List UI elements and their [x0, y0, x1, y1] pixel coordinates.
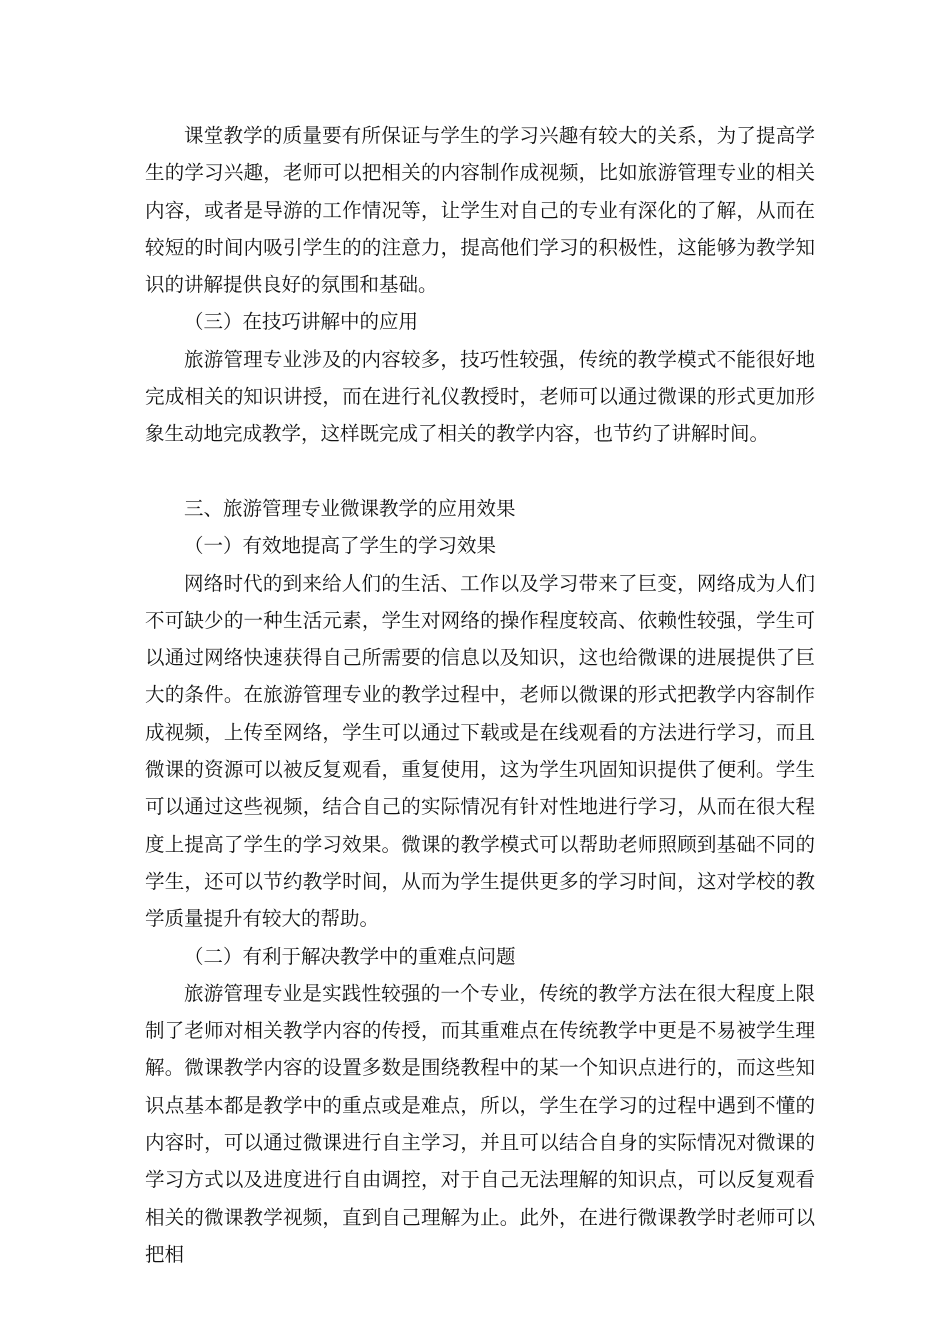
paragraph-skill-explanation: 旅游管理专业涉及的内容较多，技巧性较强，传统的教学模式不能很好地完成相关的知识讲授，而在进行礼仪教授时，老师可以通过微课的形式更加形象生动地完成教学，这样既完成了相关的教学内容，也节约了讲解时间。 [145, 347, 815, 446]
heading-skill-explanation: （三）在技巧讲解中的应用 [184, 310, 419, 334]
section-title-application-effects: 三、旅游管理专业微课教学的应用效果 [184, 496, 516, 520]
paragraph-learning-effect: 网络时代的到来给人们的生活、工作以及学习带来了巨变，网络成为人们不可缺少的一种生活元素，学生对网络的操作程度较高、依赖性较强，学生可以通过网络快速获得自己所需要的信息以及知识，这也给微课的进展提供了巨大的条件。在旅游管理专业的教学过程中，老师以微课的形式把教学内容制作成视频，上传至网络，学生可以通过下载或是在线观看的方法进行学习，而且微课的资源可以被反复观看，重复使用，这为学生巩固知识提供了便利。学生可以通过这些视频，结合自己的实际情况有针对性地进行学习，从而在很大程度上提高了学生的学习效果。微课的教学模式可以帮助老师照顾到基础不同的学生，还可以节约教学时间，从而为学生提供更多的学习时间，这对学校的教学质量提升有较大的帮助。 [145, 571, 815, 931]
paragraph-key-difficult-points: 旅游管理专业是实践性较强的一个专业，传统的教学方法在很大程度上限制了老师对相关教学内容的传授，而其重难点在传统教学中更是不易被学生理解。微课教学内容的设置多数是围绕教程中的某一个知识点进行的，而这些知识点基本都是教学中的重点或是难点，所以，学生在学习的过程中遇到不懂的内容时，可以通过微课进行自主学习，并且可以结合自身的实际情况对微课的学习方式以及进度进行自由调控，对于自己无法理解的知识点，可以反复观看相关的微课教学视频，直到自己理解为止。此外，在进行微课教学时老师可以把相 [145, 981, 815, 1266]
paragraph-classroom-interest: 课堂教学的质量要有所保证与学生的学习兴趣有较大的关系，为了提高学生的学习兴趣，老师可以把相关的内容制作成视频，比如旅游管理专业的相关内容，或者是导游的工作情况等，让学生对自己的专业有深化的了解，从而在较短的时间内吸引学生的的注意力，提高他们学习的积极性，这能够为教学知识的讲解提供良好的氛围和基础。 [145, 124, 815, 297]
section-gap [145, 453, 815, 490]
heading-key-difficult-points: （二）有利于解决教学中的重难点问题 [184, 944, 516, 968]
heading-learning-effect: （一）有效地提高了学生的学习效果 [184, 534, 497, 558]
document-body [145, 117, 815, 1273]
